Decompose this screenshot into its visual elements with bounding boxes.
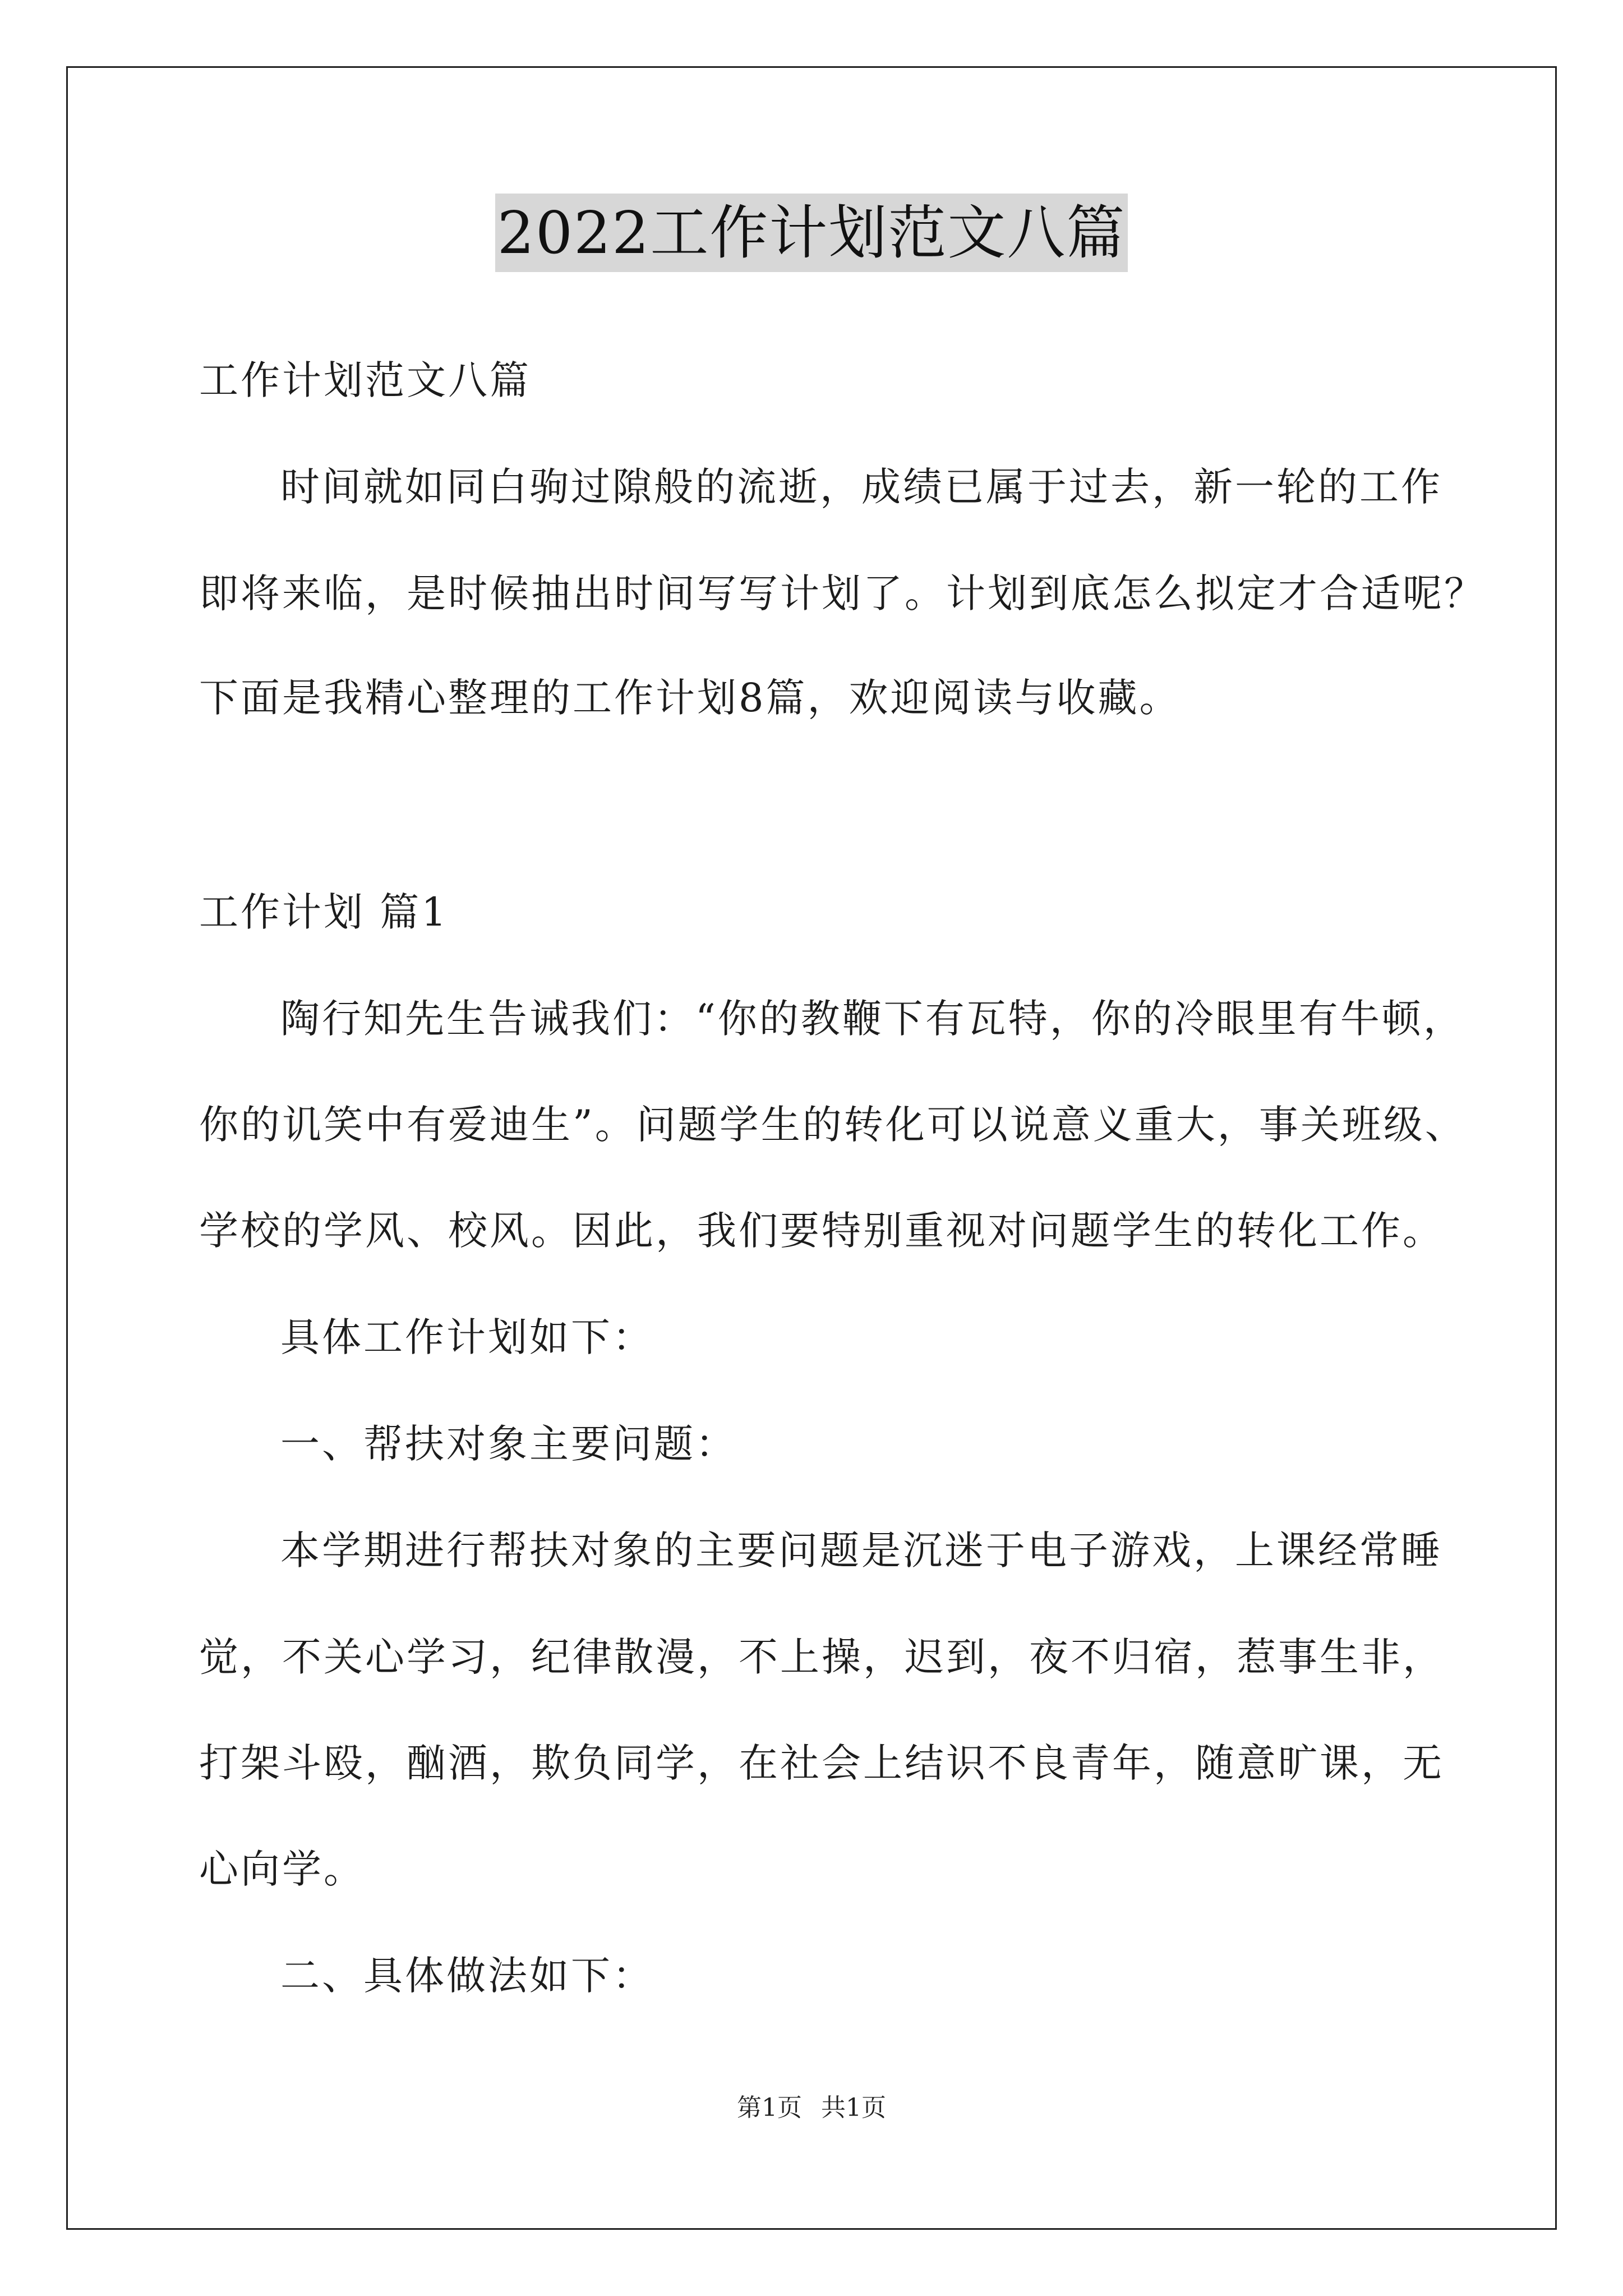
page-number-current: 第1页 [737,2093,802,2122]
problem-line-4: 心向学。 [199,1846,365,1892]
intro-line-2: 即将来临，是时候抽出时间写写计划了。计划到底怎么拟定才合适呢？ [199,570,1486,616]
problem-line-3: 打架斗殴，酗酒，欺负同学，在社会上结识不良青年，随意旷课，无 [199,1740,1444,1786]
heading-two: 二、具体做法如下： [280,1953,654,1999]
page-number-total: 共1页 [821,2093,886,2122]
section-heading: 工作计划 篇1 [199,889,449,935]
document-subtitle: 工作计划范文八篇 [199,357,531,403]
page-footer [0,2091,1623,2125]
heading-one: 一、帮扶对象主要问题： [280,1421,737,1467]
problem-line-1: 本学期进行帮扶对象的主要问题是沉迷于电子游戏，上课经常睡 [280,1527,1442,1573]
quote-line-2: 你的讥笑中有爱迪生”。问题学生的转化可以说意义重大，事关班级、 [199,1102,1467,1148]
title-container [0,194,1623,272]
plan-intro: 具体工作计划如下： [280,1314,654,1360]
intro-line-1: 时间就如同白驹过隙般的流逝，成绩已属于过去，新一轮的工作 [280,464,1442,510]
intro-line-3: 下面是我精心整理的工作计划8篇，欢迎阅读与收藏。 [199,675,1181,721]
quote-line-3: 学校的学风、校风。因此，我们要特别重视对问题学生的转化工作。 [199,1208,1444,1254]
quote-line-1: 陶行知先生告诫我们：“你的教鞭下有瓦特，你的冷眼里有牛顿， [280,996,1465,1042]
problem-line-2: 觉，不关心学习，纪律散漫，不上操，迟到，夜不归宿，惹事生非， [199,1634,1444,1680]
document-title: 2022工作计划范文八篇 [495,194,1128,272]
